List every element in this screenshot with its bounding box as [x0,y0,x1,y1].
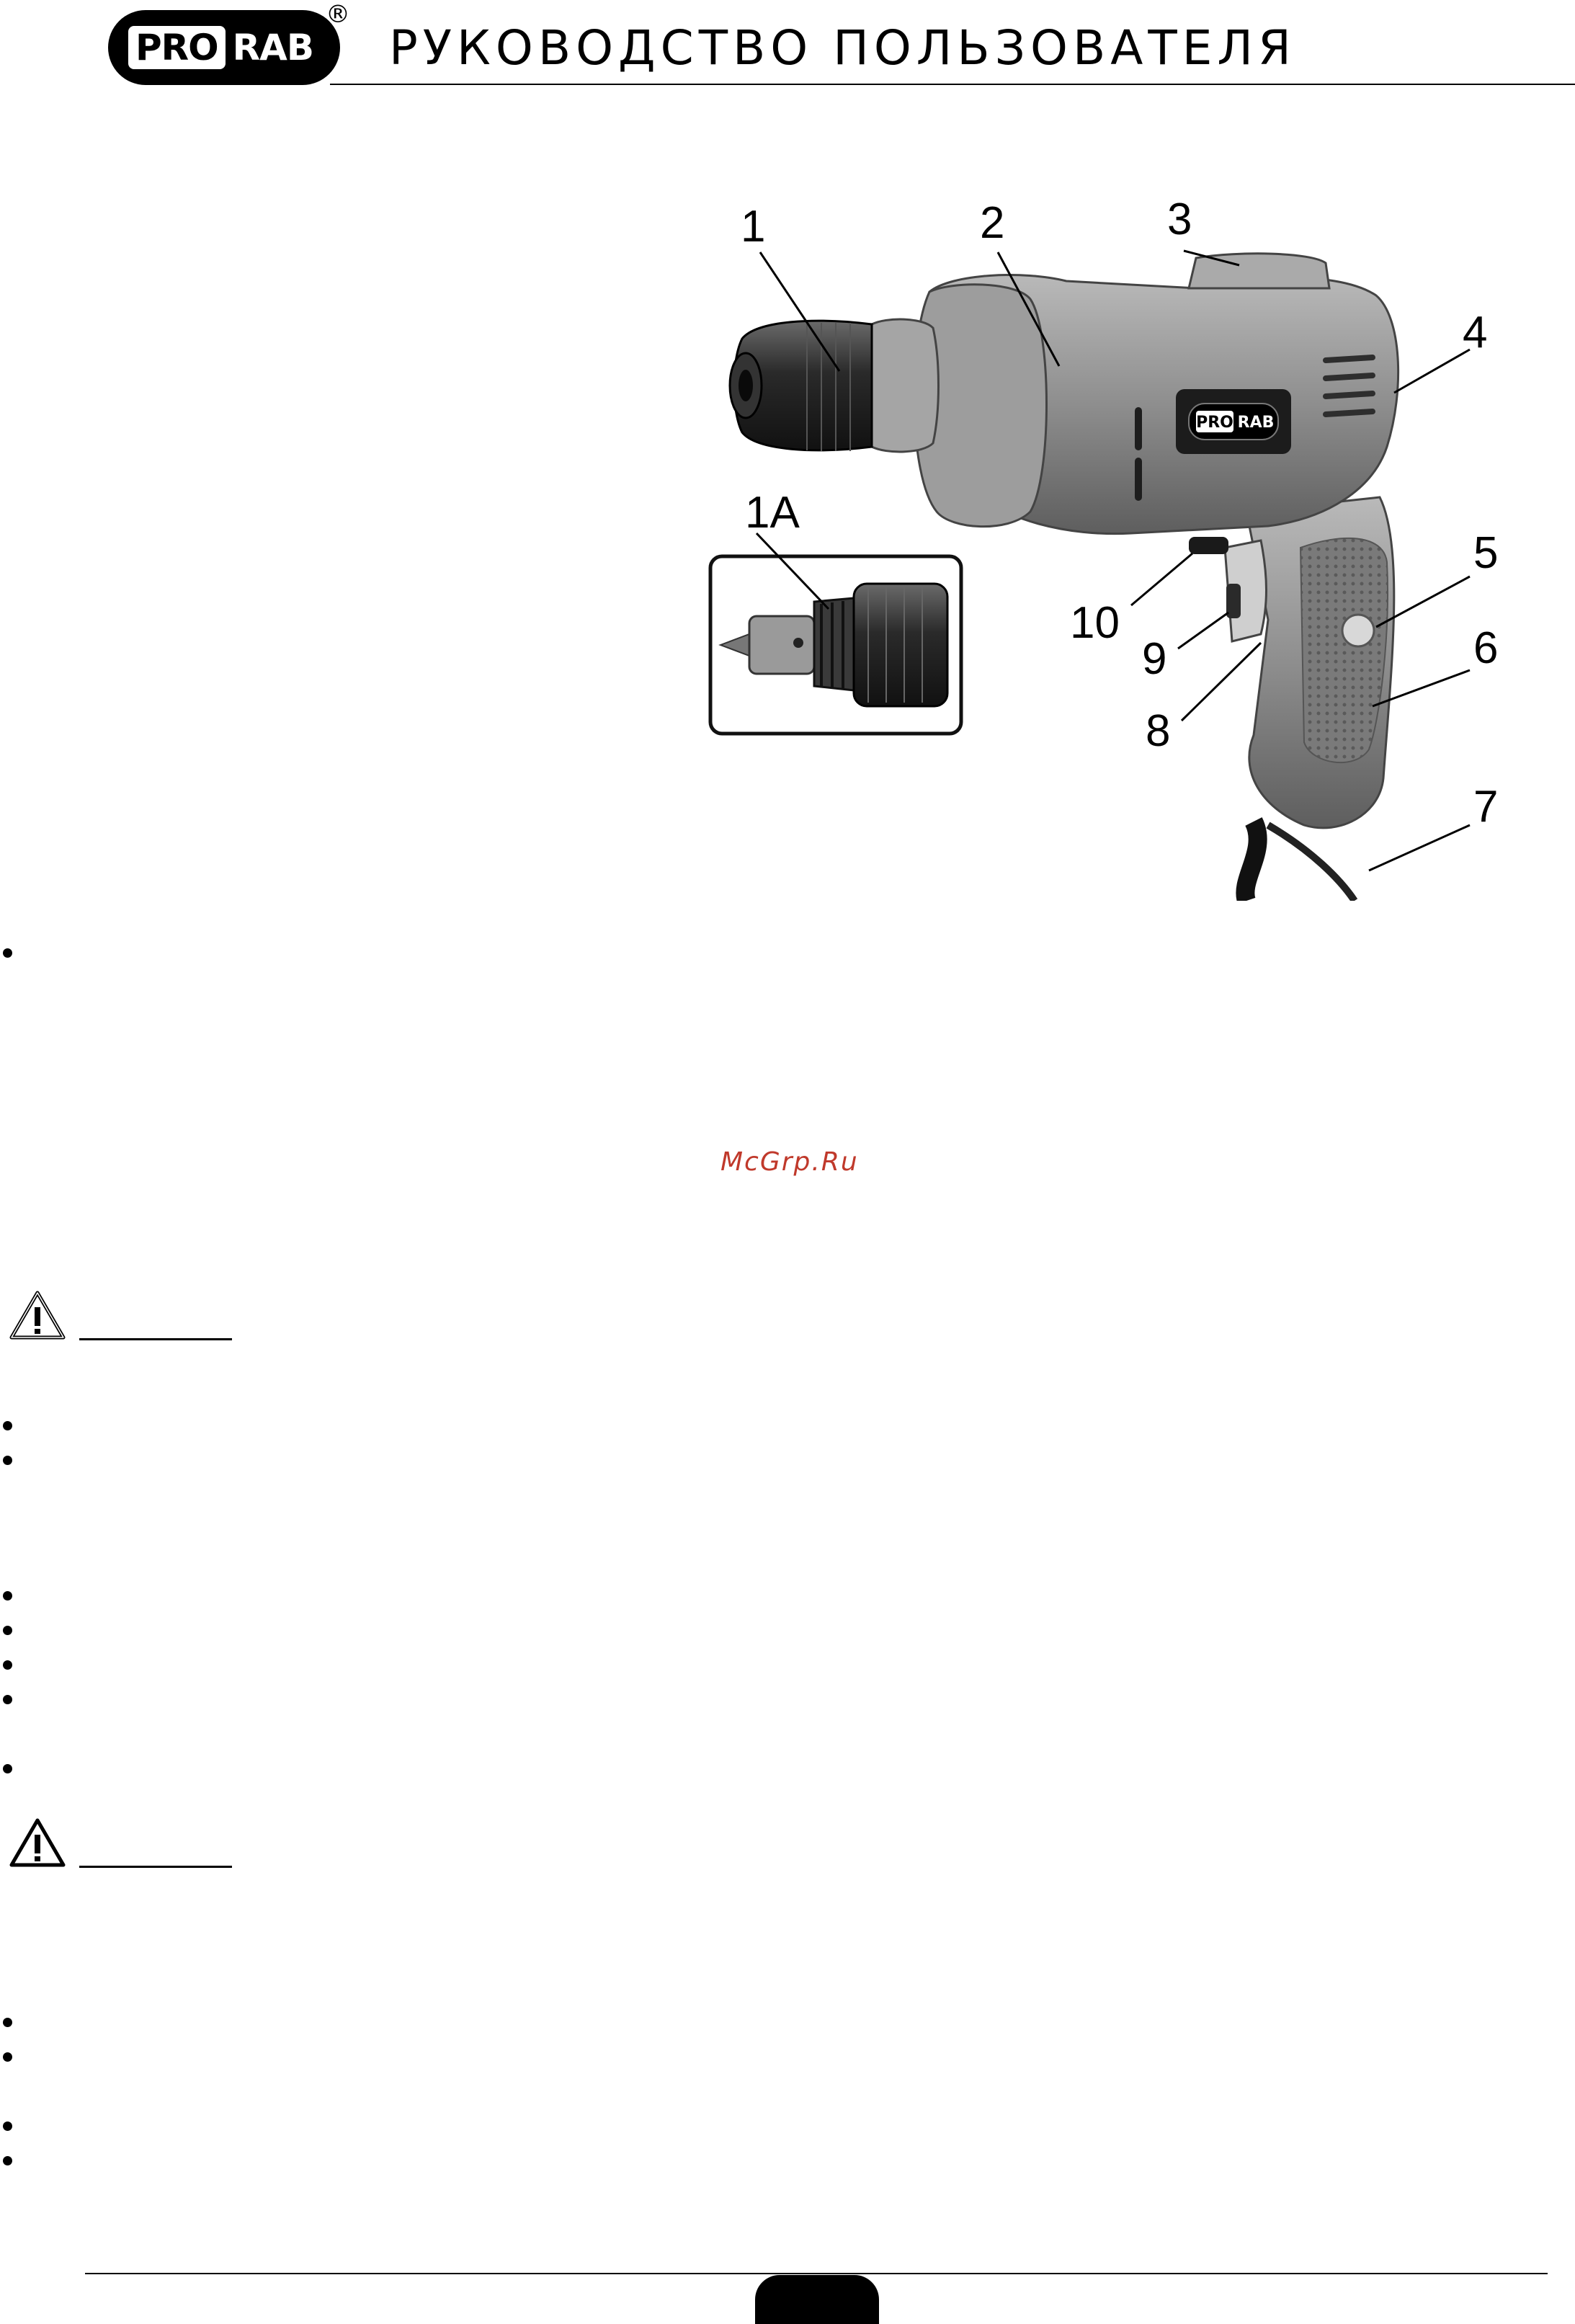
warning-heading-rule [79,1338,232,1340]
tool-logo-pro: PRO [1196,414,1233,432]
logo-rab-text: RAB [232,27,313,68]
bullet-marker [3,1660,12,1670]
registered-mark: ® [326,0,350,29]
drill-illustration [692,173,1520,901]
callout-1a: 1A [745,488,800,538]
warning-block [9,1290,225,1348]
page-number-tab [755,2275,879,2324]
page-title: РУКОВОДСТВО ПОЛЬЗОВАТЕЛЯ [389,20,1296,76]
bullet-marker [3,2156,12,2165]
tool-logo-rab: RAB [1237,414,1275,432]
callout-2: 2 [980,198,1005,248]
header-rule [330,84,1575,85]
bullet-marker [3,2018,12,2027]
callout-9: 9 [1142,634,1167,684]
warning-block [9,1817,225,1875]
callout-6: 6 [1473,623,1499,673]
bullet-marker [3,1695,12,1704]
callout-1: 1 [741,202,766,251]
callout-10: 10 [1070,598,1120,648]
bullet-marker [3,1591,12,1600]
bullet-marker [3,2052,12,2062]
lock-button [1342,615,1374,646]
bullet-marker [3,948,12,958]
callout-7: 7 [1473,782,1499,832]
watermark: McGrp.Ru [720,1147,859,1177]
callout-5: 5 [1473,528,1499,578]
bullet-marker [3,2122,12,2131]
bullet-marker [3,1421,12,1430]
callout-8: 8 [1146,706,1171,756]
bullet-marker [3,1626,12,1635]
callout-3: 3 [1167,195,1192,244]
soft-grip [1300,538,1388,762]
warning-triangle-icon [9,1817,66,1868]
callout-4: 4 [1463,308,1488,357]
reverse-switch [1189,537,1228,554]
warning-heading-rule [79,1866,232,1868]
drill-figure [692,173,1520,901]
bullet-marker [3,1764,12,1773]
bullet-marker [3,1456,12,1465]
logo-pro-text: PRO [128,26,226,69]
prorab-logo [108,10,340,85]
footer-rule [85,2273,1548,2274]
warning-triangle-icon [9,1290,66,1340]
